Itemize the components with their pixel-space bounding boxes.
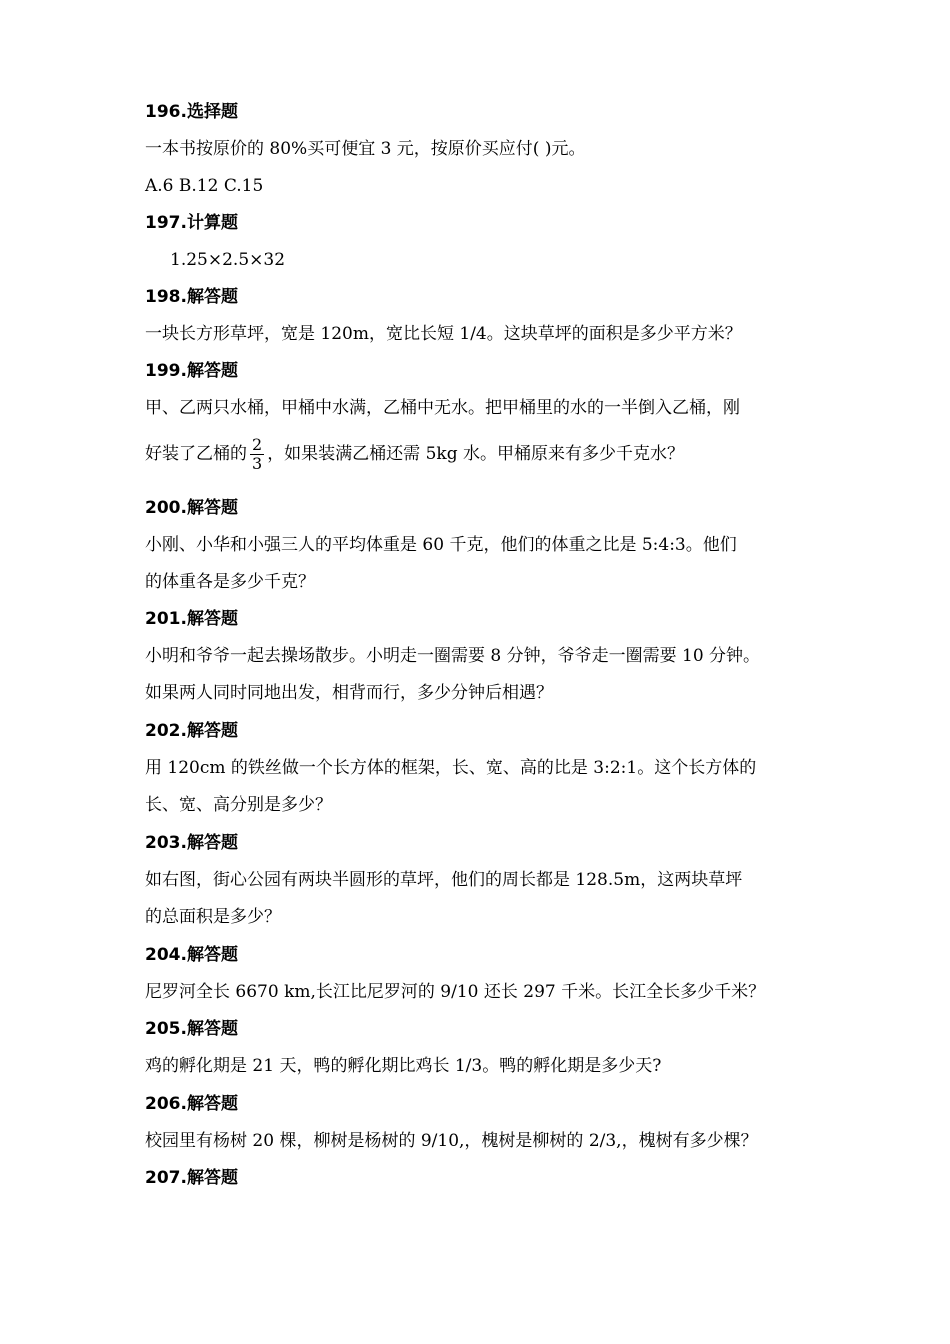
problem-200-text-line2: 的体重各是多少千克？ [145,572,315,592]
problem-199-text-after: ，如果装满乙桶还需 5kg 水。甲桶原来有多少千克水？ [267,444,684,464]
problem-200-text-line1: 小刚、小华和小强三人的平均体重是 60 千克，他们的体重之比是 5:4:3。他们 [145,535,737,555]
fraction-two-thirds [250,436,264,473]
problem-200-header: 200.解答题 [145,498,238,518]
problem-202-text-line1: 用 120cm 的铁丝做一个长方体的框架，长、宽、高的比是 3:2:1。这个长方体的 [145,758,757,778]
fraction-numerator: 2 [252,435,263,454]
problem-203-text-line2: 的总面积是多少？ [145,907,281,927]
fraction-denominator: 3 [252,454,263,473]
problem-203-text-line1: 如右图，街心公园有两块半圆形的草坪，他们的周长都是 128.5m，这两块草坪 [145,870,743,890]
problem-203-header: 203.解答题 [145,833,238,853]
problem-197-header: 197.计算题 [145,213,238,233]
problem-198-text: 一块长方形草坪，宽是 120m，宽比长短 1/4。这块草坪的面积是多少平方米？ [145,324,742,344]
problem-201-text-line1: 小明和爷爷一起去操场散步。小明走一圈需要 8 分钟，爷爷走一圈需要 10 分钟。 [145,646,761,666]
problem-199-text-line2 [145,436,684,473]
problem-199-text-line1: 甲、乙两只水桶，甲桶中水满，乙桶中无水。把甲桶里的水的一半倒入乙桶，刚 [145,398,740,418]
problem-201-header: 201.解答题 [145,609,238,629]
problem-207-header: 207.解答题 [145,1168,238,1188]
problem-196-header: 196.选择题 [145,102,238,122]
problem-199-header: 199.解答题 [145,361,238,381]
problem-201-text-line2: 如果两人同时同地出发，相背而行，多少分钟后相遇？ [145,683,553,703]
problem-202-header: 202.解答题 [145,721,238,741]
problem-199-text-before: 好装了乙桶的 [145,444,247,464]
problem-204-header: 204.解答题 [145,945,238,965]
problem-206-header: 206.解答题 [145,1094,238,1114]
problem-198-header: 198.解答题 [145,287,238,307]
problem-196-text: 一本书按原价的 80%买可便宜 3 元，按原价买应付( )元。 [145,139,586,159]
problem-205-text: 鸡的孵化期是 21 天，鸭的孵化期比鸡长 1/3。鸭的孵化期是多少天? [145,1056,662,1076]
problem-196-options: A.6 B.12 C.15 [145,176,264,196]
problem-206-text: 校园里有杨树 20 棵，柳树是杨树的 9/10,，槐树是柳树的 2/3,，槐树有多少棵？ [145,1131,758,1151]
problem-197-text: 1.25×2.5×32 [170,250,286,270]
problem-202-text-line2: 长、宽、高分别是多少？ [145,795,332,815]
problem-204-text: 尼罗河全长 6670 km,长江比尼罗河的 9/10 还长 297 千米。长江全长多少千米？ [145,982,766,1002]
problem-205-header: 205.解答题 [145,1019,238,1039]
